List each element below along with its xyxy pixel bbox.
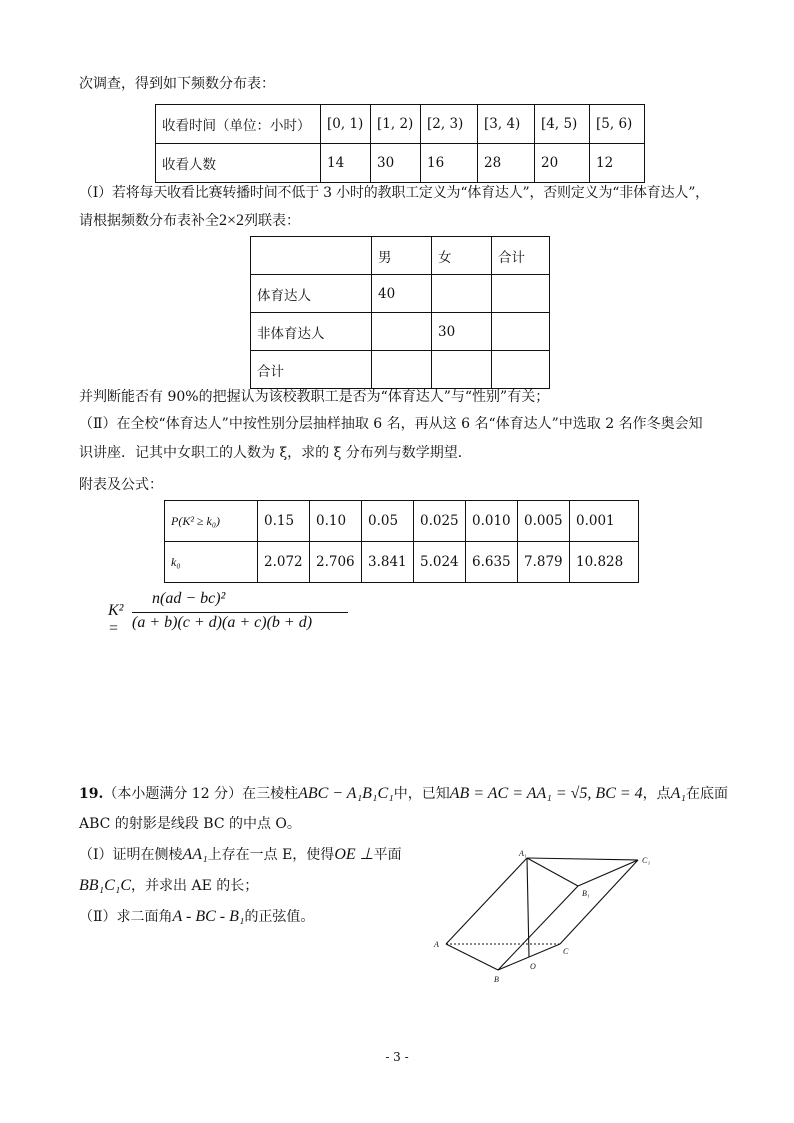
part1-text-a: 请根据频数分布表补全 bbox=[79, 213, 219, 229]
table-row bbox=[251, 275, 550, 313]
q19-part2-b: 的正弦值。 bbox=[244, 909, 315, 925]
edge-c-c1 bbox=[560, 860, 638, 944]
q19-part1-line2 bbox=[79, 876, 258, 896]
table-cell bbox=[372, 313, 432, 351]
table-cell: 16 bbox=[421, 144, 478, 183]
label-b1: B₁ bbox=[582, 889, 590, 898]
table-row bbox=[251, 313, 550, 351]
table-cell bbox=[432, 351, 492, 389]
table-cell bbox=[372, 351, 432, 389]
table-cell: 合计 bbox=[251, 351, 372, 389]
q19-text-d: 在底面 bbox=[686, 786, 728, 802]
formula-2x2: 2×2 bbox=[219, 212, 245, 229]
q19-math-lengths: AB = AC = AA₁ = √5, BC = 4 bbox=[449, 785, 643, 802]
q19-text-a: （本小题满分 12 分）在三棱柱 bbox=[103, 786, 299, 802]
part1-text-b: 列联表： bbox=[244, 213, 301, 229]
table-cell: 体育达人 bbox=[251, 275, 372, 313]
edge-a-b bbox=[446, 944, 498, 970]
appendix-label: 附表及公式： bbox=[79, 477, 163, 493]
q19-part1-math-oe: OE ⊥ bbox=[334, 846, 374, 863]
intro-text: 次调查，得到如下频数分布表： bbox=[79, 76, 275, 92]
table-cell: [2, 3) bbox=[421, 105, 478, 144]
table-cell: 0.15 bbox=[258, 501, 310, 542]
table-cell bbox=[492, 313, 550, 351]
table-cell: 7.879 bbox=[518, 542, 570, 583]
table-cell: 0.10 bbox=[310, 501, 362, 542]
label-c: C bbox=[563, 947, 569, 956]
edge-b1-c1 bbox=[578, 860, 638, 886]
table-cell: P(K² ≥ k₀) bbox=[165, 501, 258, 542]
formula-denominator: (a + b)(c + d)(a + c)(b + d) bbox=[132, 614, 313, 631]
label-a: A bbox=[434, 940, 439, 949]
edge-a1-b1 bbox=[527, 858, 578, 886]
q19-part1-d: ，并求出 AE 的长； bbox=[131, 878, 259, 894]
q19-part1-math-plane: BB₁C₁C bbox=[79, 877, 132, 894]
table-row bbox=[165, 542, 639, 583]
prism-figure bbox=[430, 848, 680, 988]
judge-text: 并判断能否有 90%的把握认为该校教职工是否为“体育达人”与“性别”有关； bbox=[79, 389, 550, 405]
table-cell: [1, 2) bbox=[371, 105, 421, 144]
label-b: B bbox=[494, 975, 499, 984]
question-number: 19. bbox=[79, 786, 104, 802]
table-row bbox=[156, 144, 645, 183]
q19-part1-c: 平面 bbox=[373, 847, 402, 863]
table-row bbox=[251, 351, 550, 389]
table-cell: [5, 6) bbox=[590, 105, 645, 144]
part1-text: （Ⅰ）若将每天收看比赛转播时间不低于 3 小时的教职工定义为“体育达人”，否则定义为“非体育达人”， bbox=[79, 185, 709, 201]
page-number: - 3 - bbox=[385, 1050, 409, 1064]
table-cell: 20 bbox=[535, 144, 590, 183]
table-cell: 合计 bbox=[492, 237, 550, 275]
table-cell: k₀ bbox=[165, 542, 258, 583]
contingency-table bbox=[250, 236, 550, 389]
label-o: O bbox=[530, 962, 536, 971]
q19-line2: ABC 的射影是线段 BC 的中点 O。 bbox=[79, 816, 301, 832]
table-cell: 收看时间（单位：小时） bbox=[156, 105, 321, 144]
table-cell: 0.025 bbox=[414, 501, 466, 542]
table-row bbox=[165, 501, 639, 542]
fraction-bar bbox=[132, 612, 348, 613]
table-cell: 6.635 bbox=[466, 542, 518, 583]
formula-numerator: n(ad − bc)² bbox=[152, 590, 226, 607]
formula-lhs: K² = bbox=[108, 602, 124, 637]
table-cell: [0, 1) bbox=[321, 105, 371, 144]
table-cell: [4, 5) bbox=[535, 105, 590, 144]
table-cell: 收看人数 bbox=[156, 144, 321, 183]
table-cell: 28 bbox=[478, 144, 535, 183]
table-cell: 0.005 bbox=[518, 501, 570, 542]
table-cell bbox=[492, 351, 550, 389]
frequency-table bbox=[155, 104, 645, 183]
table-cell: 0.001 bbox=[570, 501, 639, 542]
table-cell: 0.05 bbox=[362, 501, 414, 542]
label-c1: C₁ bbox=[642, 856, 651, 865]
part1-text-2 bbox=[79, 211, 300, 231]
table-cell bbox=[251, 237, 372, 275]
q19-part1-a: （Ⅰ）证明在侧棱 bbox=[79, 847, 183, 863]
table-cell: 3.841 bbox=[362, 542, 414, 583]
table-cell: 2.072 bbox=[258, 542, 310, 583]
table-cell: [3, 4) bbox=[478, 105, 535, 144]
table-cell: 40 bbox=[372, 275, 432, 313]
q19-part1-b: 上存在一点 E，使得 bbox=[207, 847, 335, 863]
q19-line1 bbox=[79, 784, 728, 804]
q19-math-a1: A₁ bbox=[670, 785, 686, 802]
table-row bbox=[251, 237, 550, 275]
part2-text: （Ⅱ）在全校“体育达人”中按性别分层抽样抽取 6 名，再从这 6 名“体育达人”中选取 2 名作冬奥会知 bbox=[79, 416, 703, 432]
critical-value-table bbox=[164, 500, 639, 583]
table-cell: 女 bbox=[432, 237, 492, 275]
table-cell: 5.024 bbox=[414, 542, 466, 583]
table-cell: 2.706 bbox=[310, 542, 362, 583]
table-cell: 30 bbox=[432, 313, 492, 351]
q19-part2-math: A - BC - B₁ bbox=[172, 908, 245, 925]
table-cell: 10.828 bbox=[570, 542, 639, 583]
table-cell: 12 bbox=[590, 144, 645, 183]
segment-a1-o bbox=[527, 858, 529, 957]
part2-text-2: 识讲座．记其中女职工的人数为 ξ，求的 ξ 分布列与数学期望． bbox=[79, 445, 472, 461]
table-cell: 非体育达人 bbox=[251, 313, 372, 351]
table-cell bbox=[432, 275, 492, 313]
edge-a-a1 bbox=[446, 858, 527, 944]
q19-part1-line1 bbox=[79, 845, 402, 865]
q19-math-prism: ABC − A₁B₁C₁ bbox=[298, 785, 394, 802]
table-cell: 男 bbox=[372, 237, 432, 275]
table-cell: 14 bbox=[321, 144, 371, 183]
label-a1: A₁ bbox=[519, 849, 527, 858]
table-row bbox=[156, 105, 645, 144]
q19-part2 bbox=[79, 907, 314, 927]
table-cell: 0.010 bbox=[466, 501, 518, 542]
edge-a1-c1 bbox=[527, 858, 638, 860]
q19-part2-a: （Ⅱ）求二面角 bbox=[79, 909, 173, 925]
q19-text-c: ，点 bbox=[642, 786, 671, 802]
table-cell: 30 bbox=[371, 144, 421, 183]
q19-text-b: 中，已知 bbox=[393, 786, 450, 802]
edge-b-b1 bbox=[498, 886, 578, 970]
table-cell bbox=[492, 275, 550, 313]
q19-part1-math-aa1: AA₁ bbox=[182, 846, 208, 863]
